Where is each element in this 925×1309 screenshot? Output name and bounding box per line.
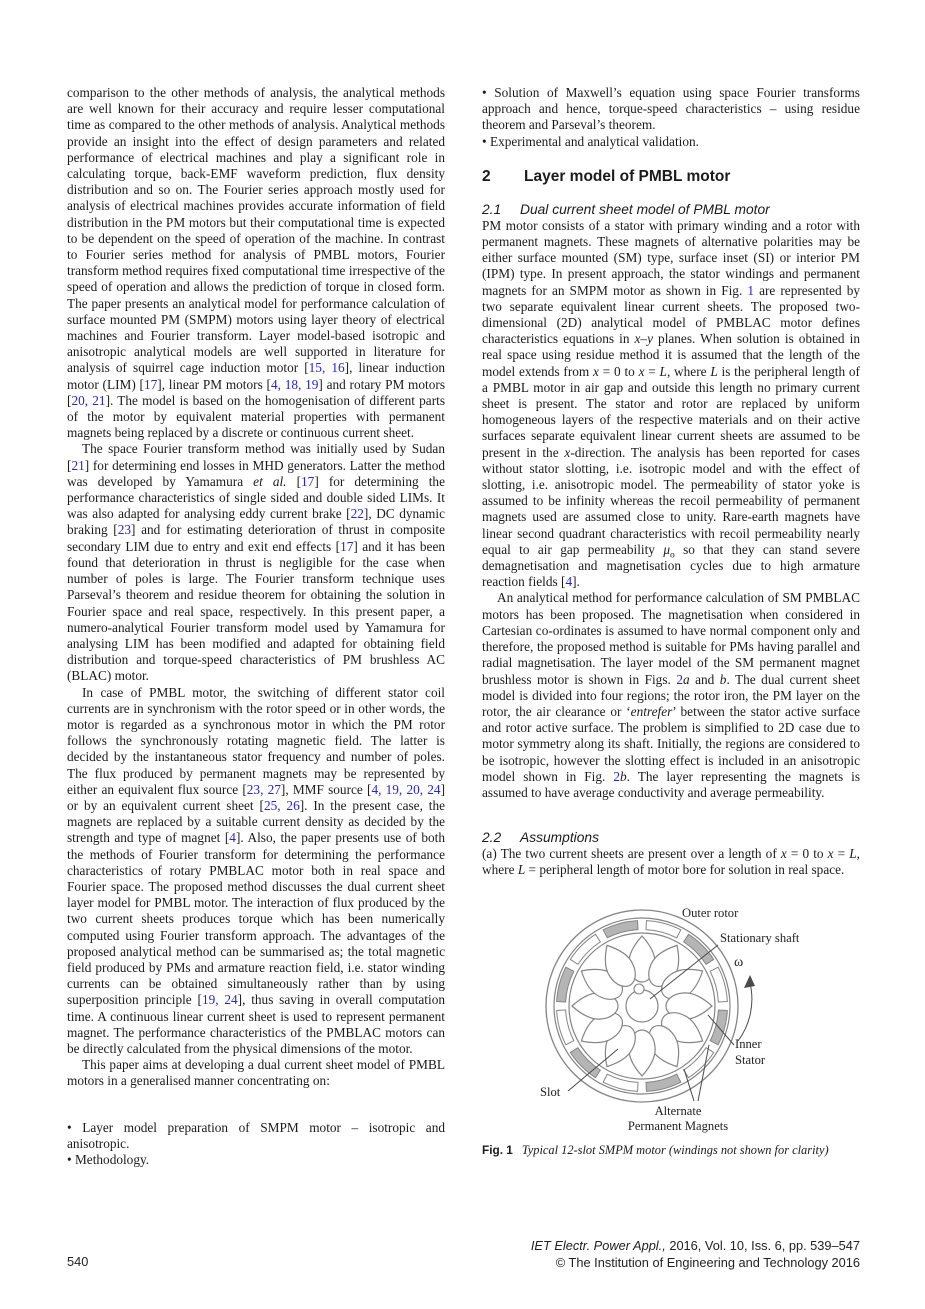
citation-link[interactable]: 4 (229, 830, 236, 846)
bullet-list (67, 1120, 445, 1169)
bullet-item: • Methodology. (67, 1152, 150, 1167)
label-omega: ω (734, 954, 744, 970)
journal-citation-line (531, 1238, 860, 1255)
label-permanent-magnets: Permanent Magnets (627, 1118, 729, 1133)
section-title: Layer model of PMBL motor (524, 167, 731, 185)
citation-link[interactable]: 4, 18, 19 (270, 376, 319, 392)
section-heading-2 (482, 167, 860, 186)
subsection-number: 2.1 (482, 201, 502, 217)
paragraph: The space Fourier transform method was initially used by Sudan [21] for determining end losses in MHD generators. Latter the method was developed by Yamamura et al. [17] for determining the performance characteristics of single sided and double sided LIMs. It was also adapted for analysing eddy current brake [22], DC dynamic braking [23] and for estimating deterioration of thrust in composite secondary LIM due to entry and exit end effects [17] and it has been found that deterioration in thrust is negligible for the case when number of poles is large. The Fourier transform technique uses Parseval’s theorem and residue theorem for obtaining the solution in Fourier space and real space, respectively. In this present paper, a numero-analytical Fourier transform model used by Yamamura for analysing LIM has been modified and adapted for obtaining field distribution and torque-speed characteristics of PM brushless AC (BLAC) motor. (67, 441, 446, 684)
label-outer-rotor: Outer rotor (682, 905, 739, 920)
label-stator: Stator (735, 1052, 766, 1067)
citation-link[interactable]: 4 (565, 574, 573, 590)
label-slot: Slot (540, 1084, 561, 1099)
citation-link[interactable]: 1 (747, 282, 754, 298)
left-column (67, 85, 445, 1170)
shaft-circle (626, 990, 658, 1022)
subsection-number: 2.2 (482, 830, 502, 846)
citation-link[interactable]: 17 (301, 473, 315, 489)
label-stationary-shaft: Stationary shaft (720, 930, 800, 945)
citation-link[interactable]: 22 (350, 506, 364, 522)
paragraph: This paper aims at developing a dual current sheet model of PMBL motors in a generalised manner concentrating on: (67, 1057, 445, 1089)
paragraph: comparison to the other methods of analysis, the analytical methods are well known for their accuracy and require lesser computational time as compared to the other methods of analysis. Analytical methods provide an insight into the effect of design parameters and related performance of electrical machines and play a significant role in calculating torque, back-EMF waveform prediction, flux density distribution and so on. The Fourier series approach mostly used for analysis of electrical machines provides accurate information of field distribution in the PM motors but their computational time is expected to be dependent on the speed of operation of the machine. In contrast to Fourier series method for analysis of PMBL motors, Fourier transform method requires fixed computational time irrespective of the speed of operation and allows the prediction of torque in closed form. The paper presents an analytical model for performance calculation of surface mounted PM (SMPM) motors using layer theory of electrical machines and Fourier transform. Layer model-based isotropic and anisotropic analytical models are well supported in literature for analysis of squirrel cage induction motor [15, 16], linear induction motor (LIM) [17], linear PM motors [4, 18, 19] and rotary PM motors [20, 21]. The model is based on the homogenisation of different parts of the motor by equivalent material properties with permanent magnets being replaced by a discrete or continuous current sheet. (67, 85, 446, 441)
citation-link[interactable]: 17 (340, 538, 354, 554)
citation-link[interactable]: 17 (143, 376, 158, 392)
right-column (482, 85, 860, 1170)
journal-issue-info: 2016, Vol. 10, Iss. 6, pp. 539–547 (665, 1238, 860, 1253)
label-inner: Inner (735, 1036, 762, 1051)
citation-link[interactable]: 23, 27 (246, 781, 281, 797)
citation-link[interactable]: 25, 26 (263, 797, 300, 813)
citation-link[interactable]: 20, 21 (71, 392, 106, 408)
bullet-item: • Layer model preparation of SMPM motor – isotropic and anisotropic. (67, 1119, 445, 1151)
figure-caption-text: Typical 12-slot SMPM motor (windings not shown for clarity) (521, 1142, 829, 1157)
subsection-title: Assumptions (520, 830, 599, 846)
journal-name: IET Electr. Power Appl., (530, 1238, 666, 1253)
rotation-arrow-arc (738, 983, 752, 1041)
motor-body (546, 910, 738, 1102)
subsection-heading-2-1 (482, 201, 860, 218)
citation-link[interactable]: 2 (613, 768, 620, 784)
citation-link[interactable]: 23 (117, 522, 131, 538)
label-alternate: Alternate (654, 1103, 702, 1118)
figure-caption-number: Fig. 1 (482, 1142, 513, 1157)
page-number: 540 (67, 1254, 89, 1269)
citation-link[interactable]: 21 (71, 457, 85, 473)
journal-footer (531, 1238, 860, 1271)
bullet-item: • Experimental and analytical validation. (482, 133, 699, 149)
citation-link[interactable]: 4, 19, 20, 24 (371, 781, 441, 797)
copyright-line: © The Institution of Engineering and Technology 2016 (555, 1254, 860, 1270)
section-number: 2 (482, 167, 491, 185)
citation-link[interactable]: 2 (676, 671, 683, 687)
paragraph: In case of PMBL motor, the switching of different stator coil currents are in synchronism with the rotor speed or in other words, the motor is regarded as a synchronous motor in which the PM rotor follows the synchronously rotating magnetic field. The latter is decided by the instantaneous stator frequency and number of poles. The flux produced by permanent magnets may be represented by either an equivalent flux source [23, 27], MMF source [4, 19, 20, 24] or by an equivalent current sheet [25, 26]. In the present case, the magnets are replaced by a suitable current density as decided by the strength and type of magnet [4]. Also, the paper presents use of both the methods of Fourier transform for determining the performance characteristics of rotary PMBLAC motor both in real space and Fourier space. The proposed method discusses the dual current sheet layer model for PMBL motor. The interaction of flux produced by the two current sheets produces torque which has been numerically computed using Fourier transform approach. The advantages of the proposed analytical method can be summarised as; the total magnetic field produced by PMs and armature reaction field, i.e. stator winding currents can be obtained simultaneously rather than by using superposition principle [19, 24], thus saving in overall computation time. A continuous linear current sheet is used to represent permanent magnet. The performance characteristics of the PMBLAC motors can be directly calculated from the physical dimensions of the motor. (67, 684, 446, 1056)
rotation-arrow-head (744, 975, 755, 988)
motor-cross-section-diagram (482, 899, 860, 1139)
figure-1 (482, 899, 860, 1158)
citation-link[interactable]: 15, 16 (308, 360, 345, 376)
paragraph: An analytical method for performance calculation of SM PMBLAC motors has been proposed. The magnetisation when considered in Cartesian co-ordinates is assumed to have normal component only and therefore, the proposed method is suitable for PMs having parallel and radial magnetisation. The layer model of the SM permanent magnet brushless motor is shown in Figs. 2a and b. The dual current sheet model is divided into four regions; the rotor iron, the PM layer on the rotor, the air clearance or ‘entrefer’ between the stator active surface and rotor active surface. The problem is simplified to 2D case due to motor symmetry along its shaft. Initially, the regions are considered to be isotropic, however the slotting effect is included in an anisotropic model shown in Fig. 2b. The layer representing the magnets is assumed to have average conductivity and average permeability. (482, 590, 861, 800)
paragraph: PM motor consists of a stator with primary winding and a rotor with permanent magnets. These magnets of alternative polarities may be either surface mounted (SM) type, surface inset (SI) or interior PM (IPM) type. In present approach, the stator windings and permanent magnets for an SMPM motor as shown in Fig. 1 are represented by two separate equivalent linear current sheets. The proposed two-dimensional (2D) analytical model of PMBLAC motor defines characteristics equations in x–y planes. When solution is obtained in real space using residue method it is assumed that the length of the model extends from x = 0 to x = L, where L is the peripheral length of a PMBL motor in air gap and outside this length no primary current sheet is present. The stator and rotor are replaced by uniform homogeneous layers of the respective materials and on their active surfaces separate equivalent linear current sheets are assumed to be present in the x-direction. The analysis has been reported for cases without stator slotting, i.e. isotropic model and with the effect of slotting, i.e. anisotropic model. The permeability of stator yoke is assumed to be infinity whereas the recoil permeability of permanent magnets used are assumed close to unity. Rare-earth magnets have linear second quadrant characteristics with recoil permeability nearly equal to air gap permeability $\mu_o$ so that they can stand severe demagnetisation and magnetisation cycles due to high armature reaction fields [4]. (482, 217, 861, 590)
citation-link[interactable]: 19, 24 (201, 992, 238, 1008)
bullet-item: • Solution of Maxwell’s equation using space Fourier transforms approach and hence, torque-speed characteristics – using residue theorem and Parseval’s theorem. (482, 85, 860, 133)
two-column-body (67, 85, 860, 1170)
subsection-heading-2-2 (482, 829, 860, 846)
shaft-key-nub (634, 984, 644, 994)
figure-caption (482, 1143, 860, 1158)
subsection-title: Dual current sheet model of PMBL motor (520, 201, 770, 217)
assumption-item: (a) The two current sheets are present over a length of x = 0 to x = L, where L = peripheral length of motor bore for solution in real space. (482, 846, 860, 878)
